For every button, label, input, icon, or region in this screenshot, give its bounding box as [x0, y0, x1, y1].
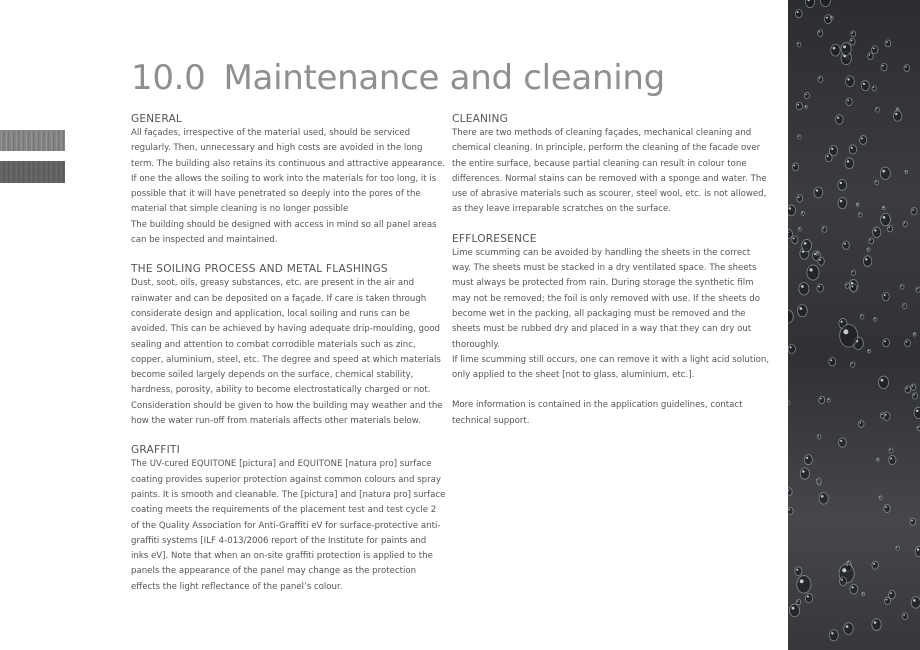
- section-general: [131, 112, 446, 248]
- section-title: Maintenance and cleaning: [223, 58, 665, 98]
- water-droplets-image: [788, 0, 920, 650]
- section-cleaning: [452, 112, 770, 218]
- water-droplets-photo: [788, 0, 920, 650]
- section-soiling: [131, 262, 446, 429]
- section-number: 10.0: [131, 58, 206, 98]
- heading-graffiti: GRAFFITI: [131, 444, 180, 457]
- material-swatch-dark: [0, 161, 65, 183]
- soiling-paragraph-2: Consideration should be given to how the building may weather and the how the water run-off from materials affects other materials below.: [131, 400, 443, 427]
- section-graffiti: [131, 443, 446, 595]
- right-column: [452, 112, 770, 443]
- section-efflorescence: [452, 232, 770, 429]
- general-paragraph-2: The building should be designed with access in mind so all panel areas can be inspected and maintained.: [131, 219, 437, 246]
- heading-general: GENERAL: [131, 113, 183, 125]
- general-paragraph-1: All façades, irrespective of the material used, should be serviced regularly. Then, unnecessary and high costs are avoided in the long term. The building also retains its continuous and attractive appearance. If one the allows the soiling to work into the materials for too long, it is possible that it will have penetrated so deeply into the pores of the material that simple cleaning is no longer possible: [131, 128, 446, 215]
- heading-cleaning: CLEANING: [452, 113, 509, 125]
- efflorescence-paragraph-1: Lime scumming can be avoided by handling the sheets in the correct way. The sheets must be stacked in a dry ventilated space. The sheets must always be protected from rain. During storage the synthetic film may not be removed; the foil is only removed with use. If the sheets do become wet in the packing, all packaging must be removed and the sheets must be rubbed dry and placed in a way that they can dry out thoroughly.: [452, 247, 760, 350]
- page-title: [131, 58, 665, 98]
- heading-efflorescence: EFFLORESENCE: [452, 232, 537, 245]
- more-info-paragraph: More information is contained in the application guidelines, contact technical support.: [452, 400, 743, 426]
- left-column: [131, 112, 446, 609]
- cleaning-paragraph-1: There are two methods of cleaning façades, mechanical cleaning and chemical cleaning. In principle, perform the cleaning of the facade over the entire surface, because partial cleaning can result in colour tone differences. Normal stains can be removed with a sponge and water. The use of abrasive materials such as scourer, steel wool, etc. is not allowed, as they leave irreparable scratches on the surface.: [452, 128, 767, 215]
- efflorescence-paragraph-2: If lime scumming still occurs, one can remove it with a light acid solution, only applied to the sheet [not to glass, aluminium, etc.].: [452, 354, 770, 381]
- heading-soiling: THE SOILING PROCESS AND METAL FLASHINGS: [131, 263, 388, 276]
- graffiti-paragraph-1: The UV-cured EQUITONE [pictura] and EQUITONE [natura pro] surface coating provides superior protection against common colours and spray paints. It is smooth and cleanable. The [pictura] and [natura pro] surface coating meets the requirements of the placement test and test cycle 2 of the Quality Association for Anti-Graffiti eV for surface-protective anti-graffiti systems [ILF 4-013/2006 report of the Institute for paints and inks eV]. Note that when an on-site graffiti protection is applied to the panels the appearance of the panel may change as the protection effects the light reflectance of the panel’s colour.: [131, 459, 446, 592]
- material-swatch-light: [0, 130, 65, 151]
- soiling-paragraph-1: Dust, soot, oils, greasy substances, etc. are present in the air and rainwater and can be deposited on a façade. If care is taken through considerate design and application, local soiling and runs can be avoided. This can be achieved by having adequate drip-moulding, good sealing and attention to combat corrodible materials such as zinc, copper, aluminium, steel, etc. The degree and speed at which materials become soiled largely depends on the surface, chemical stability, hardness, porosity, ability to become electrostatically charged or not.: [131, 278, 441, 396]
